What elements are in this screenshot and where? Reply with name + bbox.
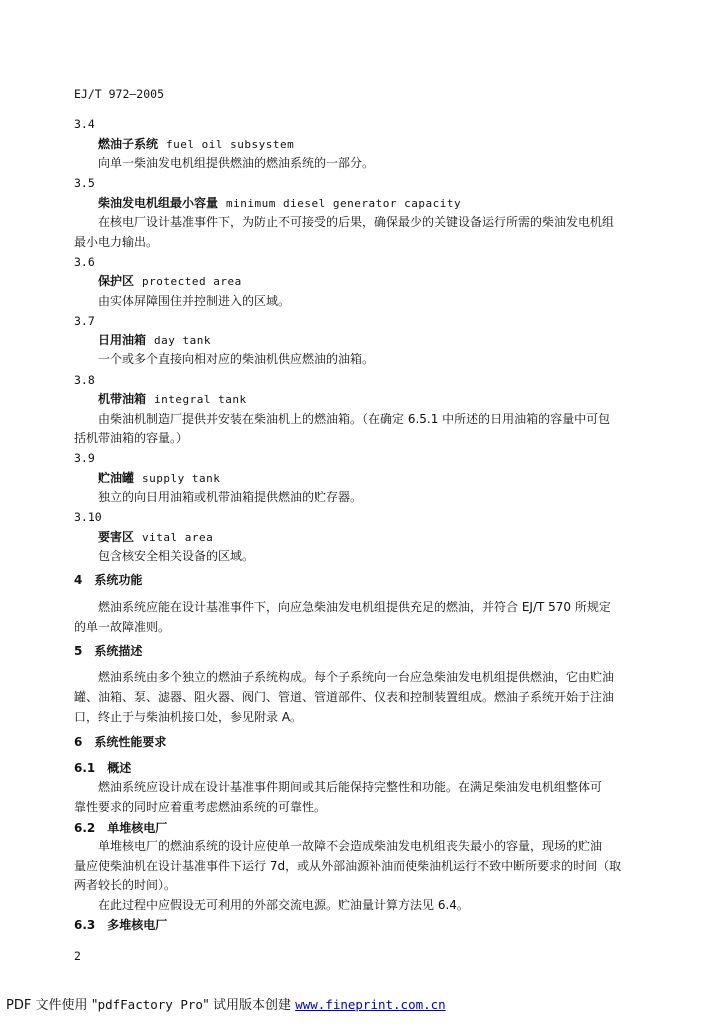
definition-term xyxy=(98,529,213,546)
term-english: minimum diesel generator capacity xyxy=(226,197,462,210)
footer-prefix: PDF 文件使用 " xyxy=(6,998,98,1013)
paragraph-line: 两者较长的时间）。 xyxy=(74,878,177,892)
definition-term xyxy=(98,136,294,153)
definition-text: 包含核安全相关设备的区域。 xyxy=(98,549,255,563)
section-heading: 5 系统描述 xyxy=(74,644,143,658)
term-english: day tank xyxy=(154,334,211,347)
subsection-heading: 6.1 概述 xyxy=(74,761,132,775)
definition-term xyxy=(98,391,247,408)
clause-number: 3.10 xyxy=(74,510,102,524)
footer-middle: " 试用版本创建 xyxy=(202,998,296,1013)
term-english: integral tank xyxy=(154,393,247,406)
document-header: EJ/T 972—2005 xyxy=(74,87,165,101)
term-chinese: 燃油子系统 xyxy=(98,137,159,151)
term-chinese: 贮油罐 xyxy=(98,471,135,485)
paragraph-line: 燃油系统由多个独立的燃油子系统构成。每个子系统向一台应急柴油发电机组提供燃油，它由贮油 xyxy=(98,670,615,684)
term-english: protected area xyxy=(142,275,242,288)
clause-number: 3.8 xyxy=(74,373,95,387)
definition-text: 由实体屏障围住并控制进入的区域。 xyxy=(98,294,291,308)
term-english: supply tank xyxy=(142,472,221,485)
subsection-heading: 6.3 多堆核电厂 xyxy=(74,918,168,932)
term-chinese: 日用油箱 xyxy=(98,333,147,347)
definition-text: 独立的向日用油箱或机带油箱提供燃油的贮存器。 xyxy=(98,490,363,504)
definition-text: 最小电力输出。 xyxy=(74,235,159,249)
definition-text: 在核电厂设计基准事件下，为防止不可接受的后果，确保最少的关键设备运行所需的柴油发电机组 xyxy=(98,215,615,229)
paragraph-line: 燃油系统应能在设计基准事件下，向应急柴油发电机组提供充足的燃油，并符合 EJ/T 570 所规定 xyxy=(98,600,611,614)
paragraph-line: 靠性要求的同时应着重考虑燃油系统的可靠性。 xyxy=(74,800,327,814)
definition-term xyxy=(98,273,242,290)
term-chinese: 保护区 xyxy=(98,274,135,288)
clause-number: 3.5 xyxy=(74,176,95,190)
subsection-heading: 6.2 单堆核电厂 xyxy=(74,821,168,835)
clause-number: 3.4 xyxy=(74,117,95,131)
page-number: 2 xyxy=(74,949,81,963)
term-chinese: 柴油发电机组最小容量 xyxy=(98,196,219,210)
section-heading: 6 系统性能要求 xyxy=(74,735,167,749)
paragraph-line: 罐、油箱、泵、滤器、阻火器、阀门、管道、管道部件、仪表和控制装置组成。燃油子系统开始于注油 xyxy=(74,690,615,704)
clause-number: 3.9 xyxy=(74,451,95,465)
term-chinese: 机带油箱 xyxy=(98,392,147,406)
definition-term xyxy=(98,470,220,487)
paragraph-line: 在此过程中应假设无可利用的外部交流电源。贮油量计算方法见 6.4。 xyxy=(98,898,469,912)
section-heading: 4 系统功能 xyxy=(74,573,143,587)
footer-product: pdfFactory Pro xyxy=(97,997,203,1012)
paragraph-line: 量应使柴油机在设计基准事件下运行 7d，或从外部油源补油而使柴油机运行不致中断所要求的时间（取 xyxy=(74,859,622,873)
definition-text: 向单一柴油发电机组提供燃油的燃油系统的一部分。 xyxy=(98,156,375,170)
definition-term xyxy=(98,332,211,349)
paragraph-line: 的单一故障准则。 xyxy=(74,620,171,634)
term-english: fuel oil subsystem xyxy=(166,138,295,151)
pdf-footer xyxy=(6,996,446,1015)
clause-number: 3.7 xyxy=(74,314,95,328)
paragraph-line: 口，终止于与柴油机接口处，参见附录 A。 xyxy=(74,710,303,724)
definition-text: 括机带油箱的容量。） xyxy=(74,431,189,445)
term-chinese: 要害区 xyxy=(98,530,135,544)
term-english: vital area xyxy=(142,531,214,544)
definition-term xyxy=(98,195,461,212)
definition-text: 一个或多个直接向相对应的柴油机供应燃油的油箱。 xyxy=(98,352,375,366)
clause-number: 3.6 xyxy=(74,255,95,269)
definition-text: 由柴油机制造厂提供并安装在柴油机上的燃油箱。（在确定 6.5.1 中所述的日用油箱的容量中可包 xyxy=(98,412,611,426)
footer-link[interactable]: www.fineprint.com.cn xyxy=(295,997,446,1012)
paragraph-line: 单堆核电厂的燃油系统的设计应使单一故障不会造成柴油发电机组丧失最小的容量，现场的贮油 xyxy=(98,839,603,853)
paragraph-line: 燃油系统应设计成在设计基准事件期间或其后能保持完整性和功能。在满足柴油发电机组整体可 xyxy=(98,780,603,794)
